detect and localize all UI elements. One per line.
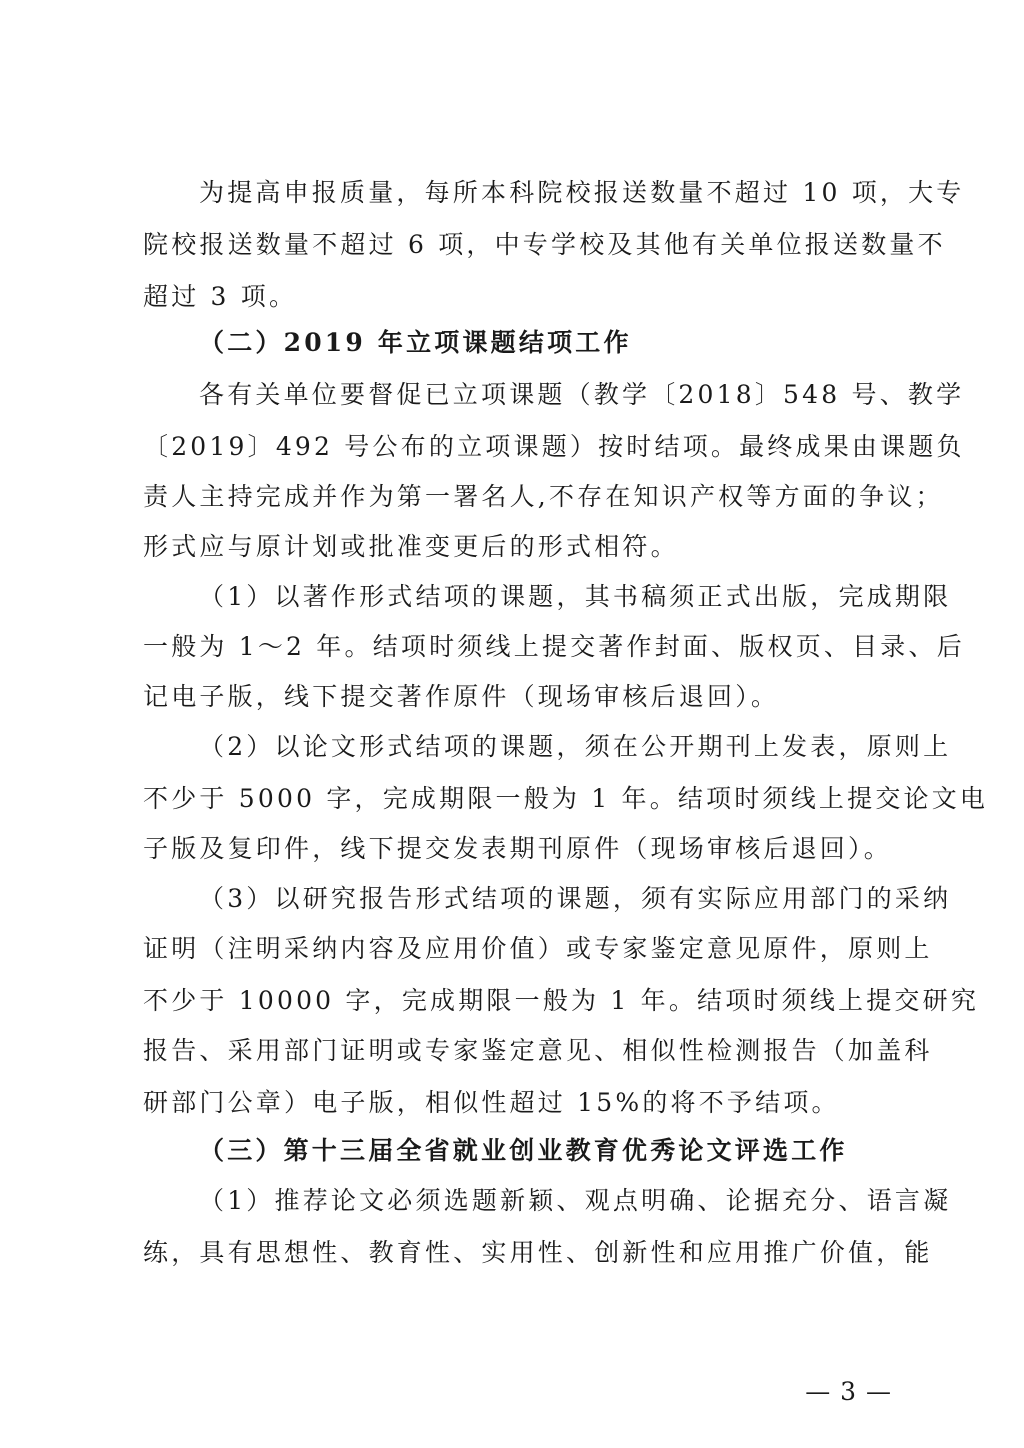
paragraph-line: 为提高申报质量，每所本科院校报送数量不超过 10 项，大专 (199, 178, 965, 207)
paragraph-line: 证明（注明采纳内容及应用价值）或专家鉴定意见原件，原则上 (143, 934, 933, 963)
paragraph-line: 不少于 5000 字，完成期限一般为 1 年。结项时须线上提交论文电 (143, 784, 989, 813)
paragraph-line: 院校报送数量不超过 6 项，中专学校及其他有关单位报送数量不 (143, 230, 946, 259)
paragraph-line: 形式应与原计划或批准变更后的形式相符。 (143, 532, 679, 561)
paragraph-line: 一般为 1～2 年。结项时须线上提交著作封面、版权页、目录、后 (143, 632, 965, 661)
paragraph-line: 报告、采用部门证明或专家鉴定意见、相似性检测报告（加盖科 (143, 1036, 933, 1065)
paragraph-line: （3）以研究报告形式结项的课题，须有实际应用部门的采纳 (199, 884, 952, 913)
paragraph-line: 研部门公章）电子版，相似性超过 15%的将不予结项。 (143, 1088, 840, 1117)
paragraph-line: 超过 3 项。 (143, 282, 298, 311)
paragraph-line: 不少于 10000 字，完成期限一般为 1 年。结项时须线上提交研究 (143, 986, 980, 1015)
section-heading: （二）2019 年立项课题结项工作 (199, 328, 632, 357)
paragraph-line: 各有关单位要督促已立项课题（教学〔2018〕548 号、教学 (199, 380, 965, 409)
paragraph-line: （2）以论文形式结项的课题，须在公开期刊上发表，原则上 (199, 732, 952, 761)
paragraph-line: 〔2019〕492 号公布的立项课题）按时结项。最终成果由课题负 (143, 432, 965, 461)
paragraph-line: 记电子版，线下提交著作原件（现场审核后退回）。 (143, 682, 780, 711)
paragraph-line: 责人主持完成并作为第一署名人,不存在知识产权等方面的争议； (143, 482, 944, 511)
paragraph-line: 子版及复印件，线下提交发表期刊原件（现场审核后退回）。 (143, 834, 892, 863)
paragraph-line: 练，具有思想性、教育性、实用性、创新性和应用推广价值，能 (143, 1238, 933, 1267)
paragraph-line: （1）以著作形式结项的课题，其书稿须正式出版，完成期限 (199, 582, 952, 611)
page-number: — 3 — (805, 1377, 892, 1406)
section-heading: （三）第十三届全省就业创业教育优秀论文评选工作 (199, 1136, 848, 1165)
paragraph-line: （1）推荐论文必须选题新颖、观点明确、论据充分、语言凝 (199, 1186, 952, 1215)
